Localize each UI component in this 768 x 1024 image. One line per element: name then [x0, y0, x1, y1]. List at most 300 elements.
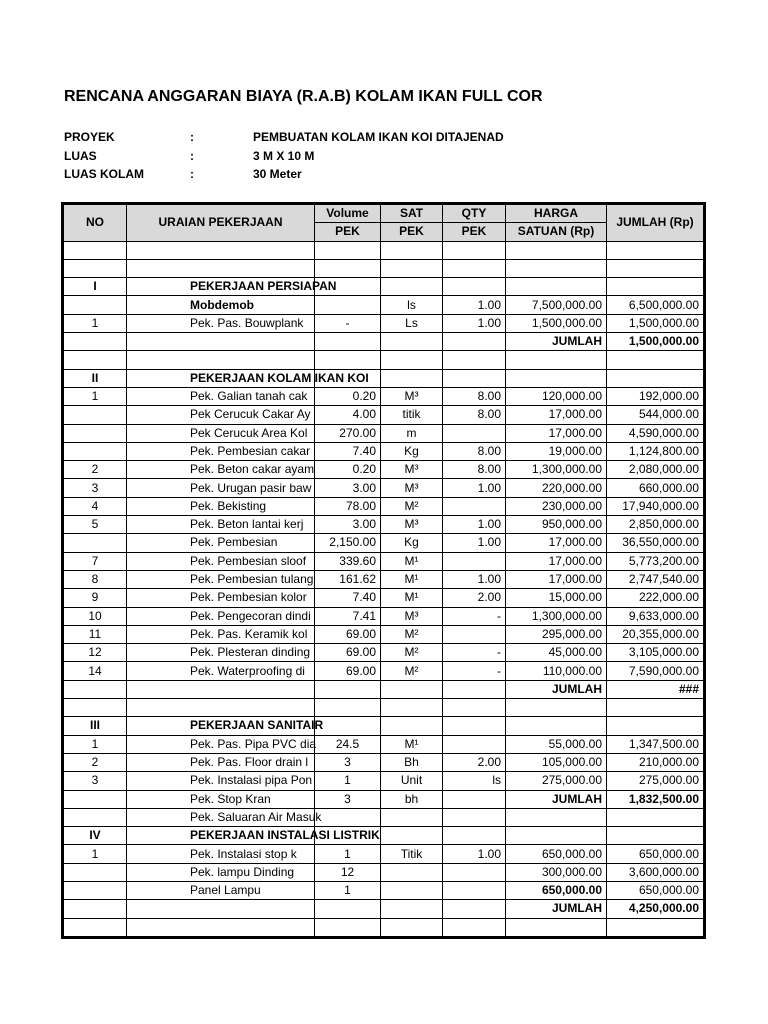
cell-harga: JUMLAH: [506, 680, 607, 698]
cell-qty: -: [443, 662, 506, 680]
cell-jumlah: 1,124,800.00: [607, 442, 704, 460]
cell-harga: [506, 827, 607, 845]
cell-qty: [443, 827, 506, 845]
cell-harga: [506, 259, 607, 277]
table-row: [64, 827, 704, 845]
cell-sat: [381, 369, 443, 387]
cell-jumlah: 1,500,000.00: [607, 314, 704, 332]
cell-qty: 1.00: [443, 845, 506, 863]
info-sep: :: [190, 149, 194, 163]
cell-volume: [315, 699, 381, 717]
cell-qty: 1.00: [443, 516, 506, 534]
info-value: 30 Meter: [253, 167, 302, 181]
table-row: [64, 808, 704, 826]
cell-uraian: PEKERJAAN PERSIAPAN: [127, 278, 315, 296]
cell-no: 1: [64, 314, 127, 332]
cell-no: [64, 808, 127, 826]
table-row: [64, 333, 704, 351]
cell-qty: [443, 863, 506, 881]
cell-no: IV: [64, 827, 127, 845]
info-sep: :: [190, 130, 194, 144]
cell-jumlah: [607, 241, 704, 259]
cell-volume: 3.00: [315, 516, 381, 534]
cell-harga: 17,000.00: [506, 570, 607, 588]
cell-qty: 8.00: [443, 442, 506, 460]
cell-uraian: PEKERJAAN INSTALASI LISTRIK: [127, 827, 315, 845]
cell-sat: [381, 881, 443, 899]
cell-sat: bh: [381, 790, 443, 808]
cell-no: 3: [64, 772, 127, 790]
cell-jumlah: 275,000.00: [607, 772, 704, 790]
cell-harga: 650,000.00: [506, 881, 607, 899]
header-sat: SAT: [381, 205, 443, 223]
table-body: [64, 241, 704, 936]
cell-no: 1: [64, 735, 127, 753]
header-uraian: URAIAN PEKERJAAN: [127, 205, 315, 242]
header-harga-sub: SATUAN (Rp): [506, 223, 607, 241]
cell-jumlah: 2,747,540.00: [607, 570, 704, 588]
table-row: [64, 516, 704, 534]
table-row: [64, 680, 704, 698]
cell-jumlah: [607, 369, 704, 387]
cell-qty: [443, 552, 506, 570]
table-row: [64, 881, 704, 899]
cell-qty: 2.00: [443, 753, 506, 771]
cell-uraian: [127, 699, 315, 717]
table-row: [64, 735, 704, 753]
cell-no: 11: [64, 625, 127, 643]
cell-uraian: Pek. Pas. Pipa PVC dia: [127, 735, 315, 753]
cell-sat: M²: [381, 497, 443, 515]
cell-sat: m: [381, 424, 443, 442]
cell-no: 8: [64, 570, 127, 588]
cell-qty: 1.00: [443, 296, 506, 314]
cell-qty: [443, 424, 506, 442]
cell-harga: 220,000.00: [506, 479, 607, 497]
cell-uraian: Pek. lampu Dinding: [127, 863, 315, 881]
cell-qty: [443, 680, 506, 698]
cell-jumlah: 17,940,000.00: [607, 497, 704, 515]
cell-no: [64, 241, 127, 259]
cell-qty: 1.00: [443, 479, 506, 497]
cell-harga: 55,000.00: [506, 735, 607, 753]
cell-jumlah: 544,000.00: [607, 406, 704, 424]
cell-jumlah: 192,000.00: [607, 387, 704, 405]
cell-uraian: PEKERJAAN SANITAIR: [127, 717, 315, 735]
cell-sat: M²: [381, 644, 443, 662]
cell-jumlah: 4,590,000.00: [607, 424, 704, 442]
header-qty-sub: PEK: [443, 223, 506, 241]
cell-no: III: [64, 717, 127, 735]
cell-jumlah: 222,000.00: [607, 589, 704, 607]
table-row: [64, 497, 704, 515]
cell-no: 7: [64, 552, 127, 570]
cell-no: [64, 442, 127, 460]
cell-qty: [443, 881, 506, 899]
cell-uraian: Pek. Pembesian: [127, 534, 315, 552]
cell-harga: [506, 918, 607, 936]
header-jumlah: JUMLAH (Rp): [607, 205, 704, 242]
cell-sat: M²: [381, 625, 443, 643]
cell-harga: 7,500,000.00: [506, 296, 607, 314]
cell-qty: 1.00: [443, 534, 506, 552]
info-value: 3 M X 10 M: [253, 149, 315, 163]
cell-sat: [381, 680, 443, 698]
cell-volume: [315, 241, 381, 259]
cell-jumlah: [607, 699, 704, 717]
table-row: [64, 644, 704, 662]
cell-no: [64, 863, 127, 881]
cell-uraian: Panel Lampu: [127, 881, 315, 899]
cell-volume: -: [315, 314, 381, 332]
cell-sat: M³: [381, 479, 443, 497]
cell-sat: M¹: [381, 589, 443, 607]
table-row: [64, 863, 704, 881]
cell-no: [64, 534, 127, 552]
cell-uraian: Pek. Waterproofing di: [127, 662, 315, 680]
info-key: PROYEK: [64, 130, 115, 144]
table-row: [64, 406, 704, 424]
cell-qty: [443, 259, 506, 277]
cell-volume: 270.00: [315, 424, 381, 442]
cell-jumlah: 210,000.00: [607, 753, 704, 771]
cell-volume: [315, 296, 381, 314]
table-header: [64, 205, 704, 242]
cell-sat: [381, 808, 443, 826]
cell-sat: Kg: [381, 442, 443, 460]
cell-sat: ls: [381, 296, 443, 314]
header-qty: QTY: [443, 205, 506, 223]
cell-volume: 0.20: [315, 387, 381, 405]
cell-no: [64, 351, 127, 369]
cell-harga: 650,000.00: [506, 845, 607, 863]
cell-volume: [315, 351, 381, 369]
cell-uraian: Pek. Pas. Floor drain l: [127, 753, 315, 771]
cell-uraian: [127, 241, 315, 259]
cell-volume: 3: [315, 753, 381, 771]
cell-harga: [506, 717, 607, 735]
cell-sat: [381, 717, 443, 735]
cell-harga: 17,000.00: [506, 534, 607, 552]
cell-uraian: Pek. Urugan pasir baw: [127, 479, 315, 497]
cell-jumlah: [607, 351, 704, 369]
cell-sat: [381, 241, 443, 259]
cell-harga: JUMLAH: [506, 900, 607, 918]
cell-harga: 15,000.00: [506, 589, 607, 607]
cell-volume: [315, 808, 381, 826]
cell-sat: M³: [381, 516, 443, 534]
cell-jumlah: ###: [607, 680, 704, 698]
cell-uraian: Pek. Pengecoran dindi: [127, 607, 315, 625]
cell-sat: Bh: [381, 753, 443, 771]
cell-uraian: Pek. Pas. Bouwplank: [127, 314, 315, 332]
cell-jumlah: 9,633,000.00: [607, 607, 704, 625]
cell-harga: 300,000.00: [506, 863, 607, 881]
cell-jumlah: 2,080,000.00: [607, 461, 704, 479]
cell-qty: [443, 369, 506, 387]
document-title: RENCANA ANGGARAN BIAYA (R.A.B) KOLAM IKAN FULL COR: [64, 88, 543, 105]
cell-no: 2: [64, 753, 127, 771]
cell-volume: [315, 259, 381, 277]
cell-jumlah: [607, 827, 704, 845]
table-row: [64, 296, 704, 314]
cell-volume: 78.00: [315, 497, 381, 515]
cell-no: 1: [64, 845, 127, 863]
cell-uraian: Pek. Stop Kran: [127, 790, 315, 808]
cell-sat: Titik: [381, 845, 443, 863]
cell-qty: [443, 351, 506, 369]
cell-jumlah: 6,500,000.00: [607, 296, 704, 314]
cell-no: [64, 406, 127, 424]
cell-jumlah: 4,250,000.00: [607, 900, 704, 918]
cell-qty: [443, 790, 506, 808]
table-row: [64, 351, 704, 369]
cell-qty: [443, 808, 506, 826]
cell-uraian: [127, 259, 315, 277]
cell-uraian: Pek Cerucuk Area Kol: [127, 424, 315, 442]
rab-table: [63, 204, 704, 937]
cell-sat: [381, 900, 443, 918]
table-row: [64, 845, 704, 863]
info-key: LUAS: [64, 149, 97, 163]
cell-uraian: [127, 900, 315, 918]
cell-qty: -: [443, 644, 506, 662]
cell-no: [64, 881, 127, 899]
cell-volume: 2,150.00: [315, 534, 381, 552]
cell-jumlah: [607, 278, 704, 296]
cell-volume: 69.00: [315, 644, 381, 662]
cell-sat: M¹: [381, 552, 443, 570]
table-row: [64, 625, 704, 643]
cell-harga: [506, 278, 607, 296]
cell-uraian: Pek. Instalasi pipa Pon: [127, 772, 315, 790]
table-row: [64, 479, 704, 497]
cell-volume: 3.00: [315, 479, 381, 497]
cell-qty: [443, 699, 506, 717]
table-row: [64, 369, 704, 387]
cell-volume: 69.00: [315, 625, 381, 643]
table-row: [64, 387, 704, 405]
cell-sat: Unit: [381, 772, 443, 790]
cell-sat: M³: [381, 461, 443, 479]
cell-harga: 110,000.00: [506, 662, 607, 680]
cell-uraian: Pek. Pas. Keramik kol: [127, 625, 315, 643]
cell-uraian: [127, 333, 315, 351]
cell-sat: M¹: [381, 570, 443, 588]
cell-harga: [506, 241, 607, 259]
cell-no: 1: [64, 387, 127, 405]
table-row: [64, 589, 704, 607]
cell-volume: 1: [315, 845, 381, 863]
cell-qty: [443, 625, 506, 643]
cell-harga: 45,000.00: [506, 644, 607, 662]
table-row: [64, 717, 704, 735]
table-row: [64, 607, 704, 625]
header-harga: HARGA: [506, 205, 607, 223]
cell-uraian: Pek. Instalasi stop k: [127, 845, 315, 863]
cell-sat: M¹: [381, 735, 443, 753]
header-volume: Volume: [315, 205, 381, 223]
table-row: [64, 424, 704, 442]
cell-sat: [381, 699, 443, 717]
cell-qty: 8.00: [443, 387, 506, 405]
cell-harga: 1,500,000.00: [506, 314, 607, 332]
cell-volume: 1: [315, 772, 381, 790]
cell-volume: [315, 717, 381, 735]
cell-no: [64, 900, 127, 918]
cell-sat: Ls: [381, 314, 443, 332]
header-volume-sub: PEK: [315, 223, 381, 241]
cell-volume: 7.40: [315, 589, 381, 607]
cell-no: 3: [64, 479, 127, 497]
cell-sat: [381, 333, 443, 351]
cell-no: [64, 699, 127, 717]
header-no: NO: [64, 205, 127, 242]
cell-qty: [443, 333, 506, 351]
table-row: [64, 259, 704, 277]
table-row: [64, 570, 704, 588]
cell-uraian: Pek. Pembesian cakar: [127, 442, 315, 460]
cell-sat: [381, 351, 443, 369]
cell-harga: 230,000.00: [506, 497, 607, 515]
cell-sat: titik: [381, 406, 443, 424]
cell-no: 2: [64, 461, 127, 479]
cell-harga: 120,000.00: [506, 387, 607, 405]
cell-volume: 1: [315, 881, 381, 899]
cell-uraian: PEKERJAAN KOLAM IKAN KOI: [127, 369, 315, 387]
table-row: [64, 918, 704, 936]
info-sep: :: [190, 167, 194, 181]
cell-sat: M²: [381, 662, 443, 680]
cell-jumlah: 3,600,000.00: [607, 863, 704, 881]
table-row: [64, 314, 704, 332]
cell-qty: 8.00: [443, 406, 506, 424]
cell-jumlah: 650,000.00: [607, 845, 704, 863]
cell-harga: [506, 699, 607, 717]
cell-jumlah: 1,347,500.00: [607, 735, 704, 753]
cell-volume: 7.41: [315, 607, 381, 625]
cell-uraian: [127, 351, 315, 369]
cell-harga: 295,000.00: [506, 625, 607, 643]
cell-no: [64, 259, 127, 277]
cell-no: [64, 790, 127, 808]
cell-sat: [381, 827, 443, 845]
header-sat-sub: PEK: [381, 223, 443, 241]
cell-uraian: Mobdemob: [127, 296, 315, 314]
info-key: LUAS KOLAM: [64, 167, 144, 181]
cell-qty: 1.00: [443, 570, 506, 588]
cell-no: 9: [64, 589, 127, 607]
cell-sat: [381, 278, 443, 296]
cell-sat: [381, 259, 443, 277]
table-row: [64, 790, 704, 808]
cell-jumlah: [607, 717, 704, 735]
cell-harga: 19,000.00: [506, 442, 607, 460]
table-row: [64, 278, 704, 296]
cell-volume: 339.60: [315, 552, 381, 570]
cell-harga: 17,000.00: [506, 406, 607, 424]
cell-no: 5: [64, 516, 127, 534]
cell-uraian: Pek. Plesteran dinding: [127, 644, 315, 662]
table-row: [64, 900, 704, 918]
cell-no: II: [64, 369, 127, 387]
cell-uraian: Pek. Beton lantai kerj: [127, 516, 315, 534]
table-row: [64, 699, 704, 717]
cell-harga: JUMLAH: [506, 333, 607, 351]
cell-jumlah: 20,355,000.00: [607, 625, 704, 643]
table-row: [64, 552, 704, 570]
cell-jumlah: 1,832,500.00: [607, 790, 704, 808]
cell-volume: 7.40: [315, 442, 381, 460]
table-row: [64, 534, 704, 552]
cell-jumlah: [607, 259, 704, 277]
cell-no: [64, 333, 127, 351]
cell-jumlah: [607, 918, 704, 936]
cell-no: 14: [64, 662, 127, 680]
cell-sat: [381, 918, 443, 936]
cell-qty: 2.00: [443, 589, 506, 607]
cell-jumlah: 660,000.00: [607, 479, 704, 497]
cell-harga: 105,000.00: [506, 753, 607, 771]
cell-volume: 4.00: [315, 406, 381, 424]
cell-qty: [443, 900, 506, 918]
cell-sat: M³: [381, 387, 443, 405]
cell-harga: 1,300,000.00: [506, 461, 607, 479]
cell-uraian: Pek. Pembesian tulang: [127, 570, 315, 588]
cell-jumlah: [607, 808, 704, 826]
cell-volume: [315, 900, 381, 918]
cell-no: [64, 296, 127, 314]
cell-no: 10: [64, 607, 127, 625]
cell-jumlah: 3,105,000.00: [607, 644, 704, 662]
cell-qty: 1.00: [443, 314, 506, 332]
cell-qty: 8.00: [443, 461, 506, 479]
cell-qty: [443, 735, 506, 753]
cell-harga: 17,000.00: [506, 424, 607, 442]
cell-jumlah: 2,850,000.00: [607, 516, 704, 534]
cell-harga: JUMLAH: [506, 790, 607, 808]
cell-jumlah: 650,000.00: [607, 881, 704, 899]
table-row: [64, 772, 704, 790]
cell-uraian: Pek. Pembesian sloof: [127, 552, 315, 570]
cell-no: 4: [64, 497, 127, 515]
table-row: [64, 241, 704, 259]
cell-volume: 0.20: [315, 461, 381, 479]
cell-qty: [443, 717, 506, 735]
cell-uraian: Pek. Beton cakar ayam: [127, 461, 315, 479]
cell-volume: [315, 333, 381, 351]
cell-no: [64, 424, 127, 442]
cell-volume: [315, 680, 381, 698]
cell-harga: [506, 351, 607, 369]
cell-no: 12: [64, 644, 127, 662]
cell-qty: [443, 278, 506, 296]
table-row: [64, 461, 704, 479]
cell-volume: 69.00: [315, 662, 381, 680]
cell-volume: 24.5: [315, 735, 381, 753]
cell-jumlah: 7,590,000.00: [607, 662, 704, 680]
cell-uraian: Pek. Bekisting: [127, 497, 315, 515]
cell-harga: 950,000.00: [506, 516, 607, 534]
cell-sat: Kg: [381, 534, 443, 552]
cell-no: [64, 918, 127, 936]
table-row: [64, 753, 704, 771]
cell-no: [64, 680, 127, 698]
table-row: [64, 442, 704, 460]
cell-qty: [443, 918, 506, 936]
cell-harga: 17,000.00: [506, 552, 607, 570]
cell-uraian: Pek. Saluaran Air Masuk: [127, 808, 315, 826]
